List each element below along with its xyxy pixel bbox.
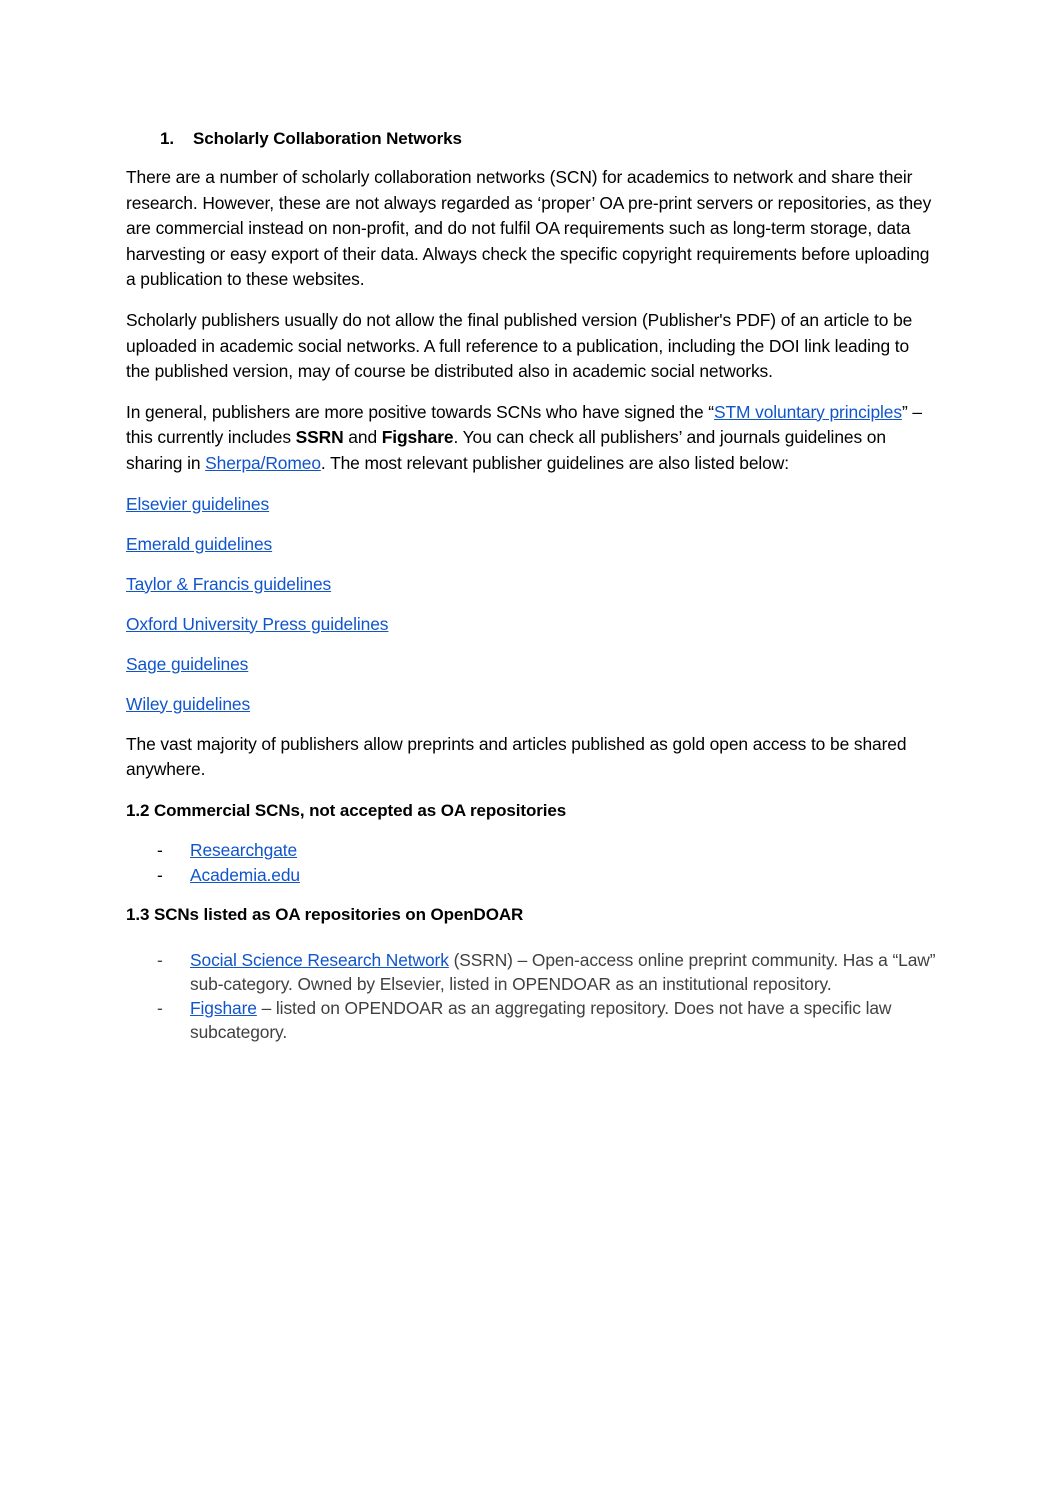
figshare-bold: Figshare (381, 427, 454, 448)
general-text-1: In general, publishers are more positive towards SCNs who have signed the “ (126, 401, 714, 422)
general-paragraph (126, 400, 936, 477)
opendoar-scns-list (126, 948, 936, 1044)
list-item (126, 838, 936, 864)
dash-bullet: - (157, 839, 163, 860)
ssrn-bold: SSRN (295, 427, 344, 448)
general-text-3: . You can check all publishers’ and journals guidelines on sharing in (126, 427, 886, 473)
general-text-4: . The most relevant publisher guidelines are also listed below: (320, 452, 789, 473)
wiley-guidelines-link[interactable]: Wiley guidelines (126, 693, 251, 714)
dash-bullet: - (157, 865, 163, 886)
section-number: 1. (160, 129, 174, 148)
section-heading-scholarly-collaboration-networks (126, 126, 936, 152)
sherpa-romeo-link[interactable]: Sherpa/Romeo (205, 452, 321, 473)
dash-bullet: - (157, 997, 163, 1018)
section-heading-scns-opendoar: 1.3 SCNs listed as OA repositories on OpenDOAR (126, 904, 524, 924)
ssrn-description: (SSRN) – Open-access online preprint community. Has a “Law” sub-category. Owned by Elsevier, listed in OPENDOAR as an institutional repository. (190, 949, 936, 994)
figshare-description: – listed on OPENDOAR as an aggregating repository. Does not have a specific law subcategory. (190, 997, 892, 1042)
researchgate-link[interactable]: Researchgate (190, 839, 298, 860)
section-title: Scholarly Collaboration Networks (193, 129, 462, 148)
list-item (126, 996, 936, 1044)
publisher-guidelines-list (126, 492, 936, 718)
list-item (126, 492, 936, 518)
dash-bullet: - (157, 949, 163, 970)
list-item (126, 652, 936, 678)
sage-guidelines-link[interactable]: Sage guidelines (126, 653, 249, 674)
general-and: and (343, 427, 382, 448)
taylor-francis-guidelines-link[interactable]: Taylor & Francis guidelines (126, 573, 332, 594)
list-item (126, 863, 936, 889)
emerald-guidelines-link[interactable]: Emerald guidelines (126, 533, 273, 554)
majority-paragraph: The vast majority of publishers allow preprints and articles published as gold open access to be shared anywhere. (126, 733, 907, 780)
elsevier-guidelines-link[interactable]: Elsevier guidelines (126, 493, 270, 514)
academia-edu-link[interactable]: Academia.edu (190, 865, 300, 886)
general-text-2: ” – this currently includes (126, 401, 922, 448)
list-item (126, 572, 936, 598)
ssrn-link[interactable]: Social Science Research Network (190, 949, 449, 970)
list-item (126, 692, 936, 718)
commercial-scns-list (126, 838, 936, 889)
section-heading-commercial-scns: 1.2 Commercial SCNs, not accepted as OA repositories (126, 800, 567, 820)
stm-voluntary-principles-link[interactable]: STM voluntary principles (713, 401, 902, 422)
list-item (126, 612, 936, 638)
list-item (126, 948, 936, 996)
oxford-university-press-guidelines-link[interactable]: Oxford University Press guidelines (126, 613, 389, 634)
figshare-link[interactable]: Figshare (190, 997, 257, 1018)
list-item (126, 532, 936, 558)
publishers-paragraph: Scholarly publishers usually do not allow the final published version (Publisher's PDF) of an article to be uploaded in academic social networks. A full reference to a publication, including the DOI link leading to the published version, may of course be distributed also in academic social networks. (126, 309, 913, 382)
intro-paragraph: There are a number of scholarly collaboration networks (SCN) for academics to network and share their research. However, these are not always regarded as ‘proper’ OA pre-print servers or repositories, as they are commercial instead on non-profit, and do not fulfil OA requirements such as long-term storage, data harvesting or easy export of their data. Always check the specific copyright requirements before uploading a publication to these websites. (126, 167, 932, 290)
document-page (126, 126, 936, 1057)
